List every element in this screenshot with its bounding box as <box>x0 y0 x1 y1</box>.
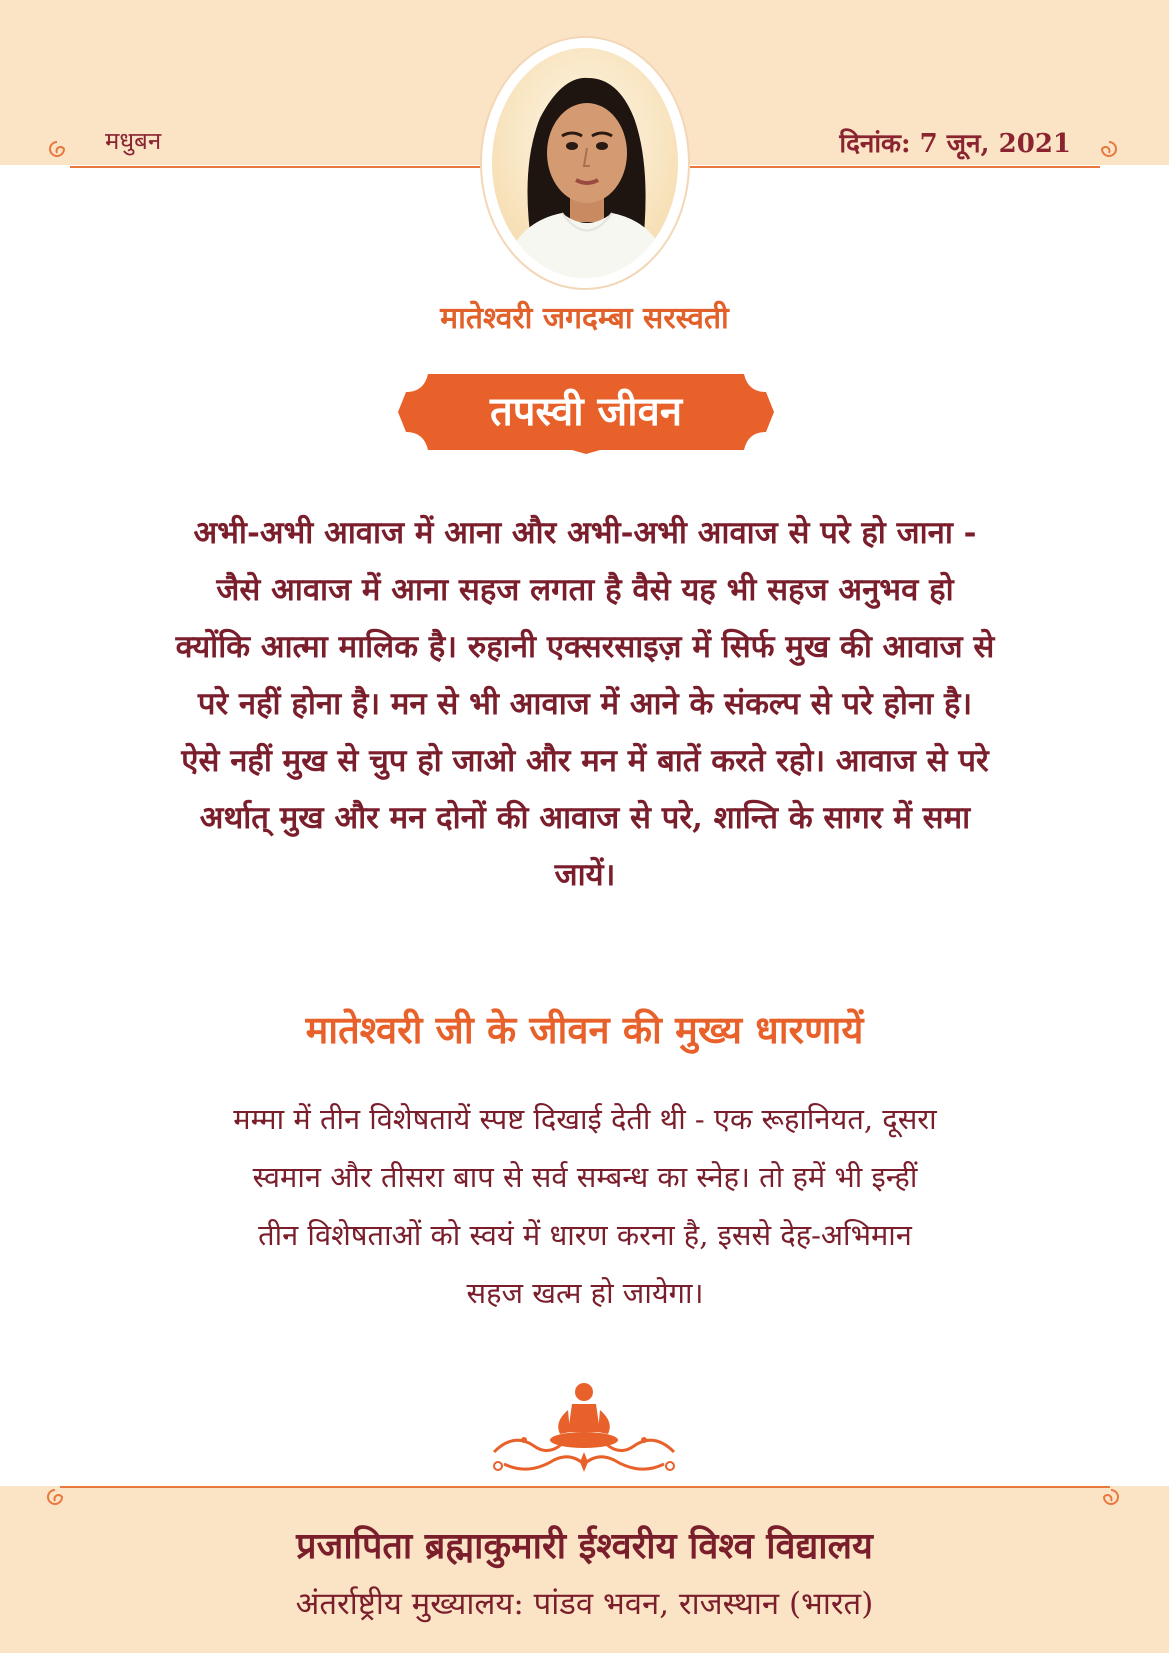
swirl-icon <box>44 1486 66 1508</box>
banner-title: तपस्वी जीवन <box>489 388 683 435</box>
place-label: मधुबन <box>105 127 162 155</box>
footer-divider <box>60 1486 1110 1488</box>
dharna-heading: मातेश्वरी जी के जीवन की मुख्य धारणायें <box>305 1007 864 1052</box>
footer-title: प्रजापिता ब्रह्माकुमारी ईश्वरीय विश्व विद्यालय <box>296 1525 873 1567</box>
meditating-figure-icon <box>484 1380 684 1478</box>
swirl-icon <box>1100 1486 1122 1508</box>
main-paragraph: अभी-अभी आवाज में आना और अभी-अभी आवाज से परे हो जाना - जैसे आवाज में आना सहज लगता है वैसे यह भी सहज अनुभव हो क्योंकि आत्मा मालिक है। रुहानी एक्सरसाइज़ में सिर्फ मुख की आवाज से परे नहीं होना है। मन से भी आवाज में आने के संकल्प से परे होना है। ऐसे नहीं मुख से चुप हो जाओ और मन में बातें करते रहो। आवाज से परे अर्थात् मुख और मन दोनों की आवाज से परे, शान्ति के सागर में समा जायें। <box>175 515 995 893</box>
footer-band <box>0 1486 1169 1653</box>
footer-subtitle: अंतर्राष्ट्रीय मुख्यालय: पांडव भवन, राजस्थान (भारत) <box>295 1586 874 1622</box>
header-divider-left <box>70 166 482 168</box>
swirl-icon <box>1098 138 1120 160</box>
date-label: दिनांक: 7 जून, 2021 <box>839 129 1071 159</box>
portrait-photo <box>492 48 678 278</box>
header-divider-right <box>690 166 1100 168</box>
portrait-name: मातेश्वरी जगदम्बा सरस्वती <box>440 301 729 336</box>
swirl-icon <box>46 138 68 160</box>
dharna-paragraph: मम्मा में तीन विशेषतायें स्पष्ट दिखाई देती थी - एक रूहानियत, दूसरा स्वमान और तीसरा बाप से सर्व सम्बन्ध का स्नेह। तो हमें भी इन्हीं तीन विशेषताओं को स्वयं में धारण करना है, इससे देह-अभिमान सहज खत्म हो जायेगा। <box>233 1102 937 1310</box>
